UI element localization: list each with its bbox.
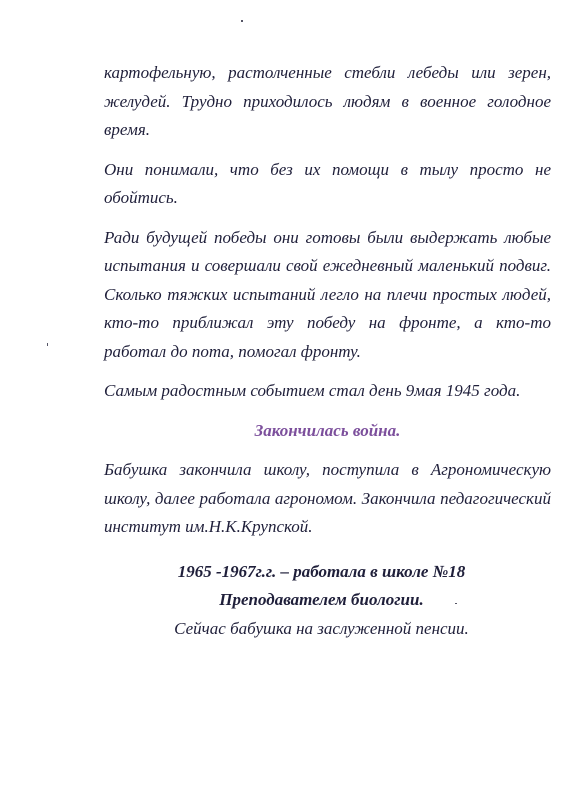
document-body [104, 59, 551, 643]
paragraph-hunger: картофельную, растолченные стебли лебеды или зерен, желудей. Трудно приходилось людям в военное голодное время. [104, 63, 551, 139]
paragraph-help: Они понимали, что без их помощи в тылу просто не обойтись. [104, 159, 551, 207]
role-line: Преподавателем биологии. [219, 590, 424, 609]
paragraph-victory-day: Самым радостным событием стал день 9мая 1945 года. [104, 381, 521, 400]
war-ended-heading: Закончилась война. [254, 420, 401, 440]
career-line: 1965 -1967г.г. – работала в школе №18 [177, 561, 466, 581]
career-block [98, 558, 545, 644]
paragraph-education: Бабушка закончила школу, поступила в Агрономическую школу, далее работала агрономом. Закончила педагогический институт им.Н.К.Крупской. [104, 460, 551, 536]
scan-speck [241, 20, 243, 22]
paragraph-victory-effort: Ради будущей победы они готовы были выдержать любые испытания и совершали свой ежедневный маленький подвиг. Сколько тяжких испытаний легло на плечи простых людей, кто-то приближал эту победу на фронте, а кто-то работал до пота, помогал фронту. [104, 227, 551, 361]
scan-speck [47, 343, 48, 346]
retirement-line: Сейчас бабушка на заслуженной пенсии. [174, 618, 469, 638]
